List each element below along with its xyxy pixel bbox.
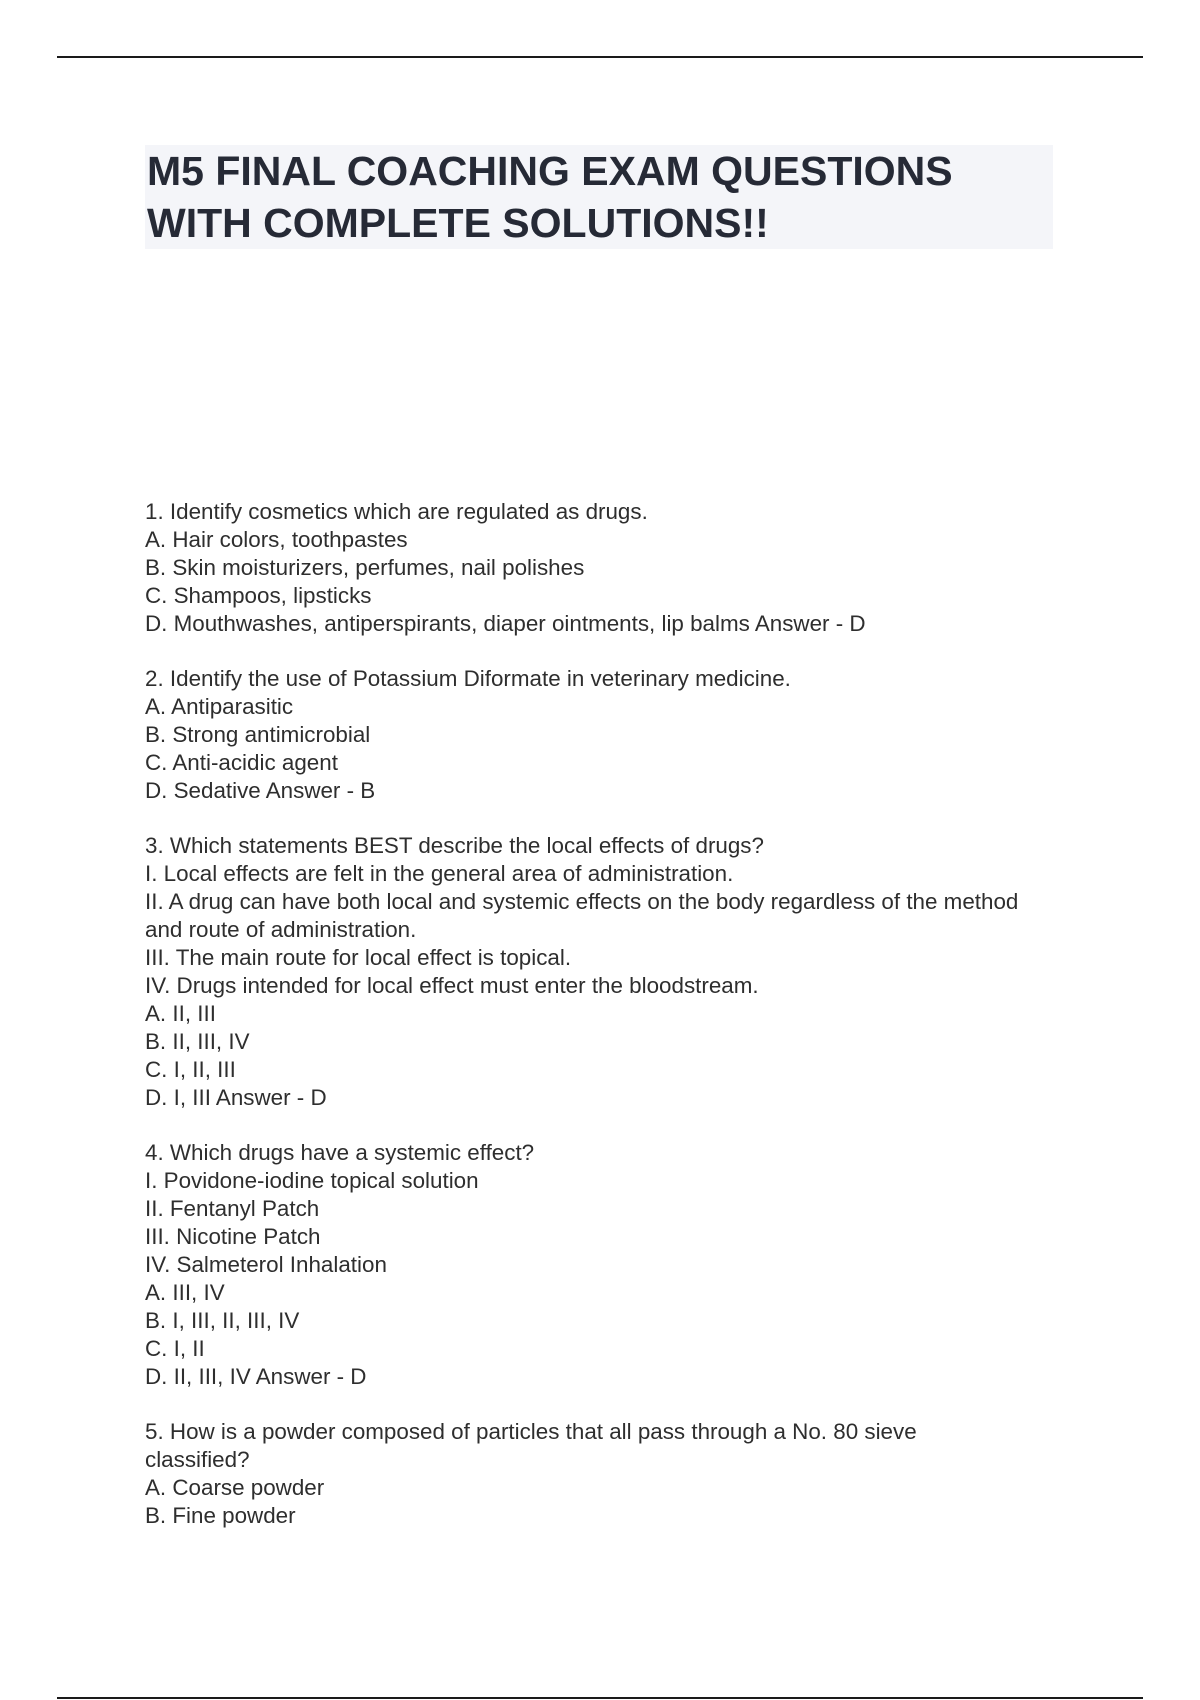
option-b: B. Strong antimicrobial bbox=[145, 722, 371, 747]
question-text: 2. Identify the use of Potassium Diformate in veterinary medicine. bbox=[145, 666, 791, 691]
option-a: A. Coarse powder bbox=[145, 1475, 325, 1500]
title-line-1: M5 FINAL COACHING EXAM QUESTIONS bbox=[147, 148, 953, 194]
question-3 bbox=[145, 832, 1025, 1112]
top-divider bbox=[57, 56, 1143, 58]
document-title bbox=[147, 145, 1053, 249]
option-a: A. II, III bbox=[145, 1001, 216, 1026]
option-c: C. Shampoos, lipsticks bbox=[145, 583, 372, 608]
statement-ii: II. A drug can have both local and systemic effects on the body regardless of the method and route of administration. bbox=[145, 889, 1025, 942]
option-a: A. Antiparasitic bbox=[145, 694, 294, 719]
option-c: C. I, II bbox=[145, 1336, 205, 1361]
statement-i: I. Povidone-iodine topical solution bbox=[145, 1168, 479, 1193]
option-b: B. Fine powder bbox=[145, 1503, 296, 1528]
statement-iv: IV. Drugs intended for local effect must enter the bloodstream. bbox=[145, 973, 759, 998]
option-b: B. Skin moisturizers, perfumes, nail polishes bbox=[145, 555, 585, 580]
question-2 bbox=[145, 665, 1025, 805]
question-text: 4. Which drugs have a systemic effect? bbox=[145, 1140, 535, 1165]
option-a: A. Hair colors, toothpastes bbox=[145, 527, 408, 552]
statement-i: I. Local effects are felt in the general area of administration. bbox=[145, 861, 734, 886]
question-text: 3. Which statements BEST describe the local effects of drugs? bbox=[145, 833, 764, 858]
statement-ii: II. Fentanyl Patch bbox=[145, 1196, 320, 1221]
option-b: B. I, III, II, III, IV bbox=[145, 1308, 300, 1333]
question-text: 5. How is a powder composed of particles that all pass through a No. 80 sieve classified? bbox=[145, 1419, 923, 1472]
option-c: C. Anti-acidic agent bbox=[145, 750, 338, 775]
option-b: B. II, III, IV bbox=[145, 1029, 250, 1054]
option-c: C. I, II, III bbox=[145, 1057, 236, 1082]
question-1 bbox=[145, 498, 1025, 638]
option-a: A. III, IV bbox=[145, 1280, 225, 1305]
option-d-answer: D. I, III Answer - D bbox=[145, 1085, 327, 1110]
option-d-answer: D. Mouthwashes, antiperspirants, diaper ointments, lip balms Answer - D bbox=[145, 611, 866, 636]
question-text: 1. Identify cosmetics which are regulated as drugs. bbox=[145, 499, 648, 524]
bottom-divider bbox=[57, 1697, 1143, 1699]
title-banner bbox=[145, 145, 1053, 249]
question-4 bbox=[145, 1139, 1025, 1391]
option-d-answer: D. Sedative Answer - B bbox=[145, 778, 376, 803]
statement-iii: III. The main route for local effect is topical. bbox=[145, 945, 572, 970]
title-line-2: WITH COMPLETE SOLUTIONS!! bbox=[147, 200, 769, 246]
question-5 bbox=[145, 1418, 1025, 1530]
question-list bbox=[145, 498, 1025, 1557]
statement-iii: III. Nicotine Patch bbox=[145, 1224, 321, 1249]
statement-iv: IV. Salmeterol Inhalation bbox=[145, 1252, 387, 1277]
option-d-answer: D. II, III, IV Answer - D bbox=[145, 1364, 367, 1389]
